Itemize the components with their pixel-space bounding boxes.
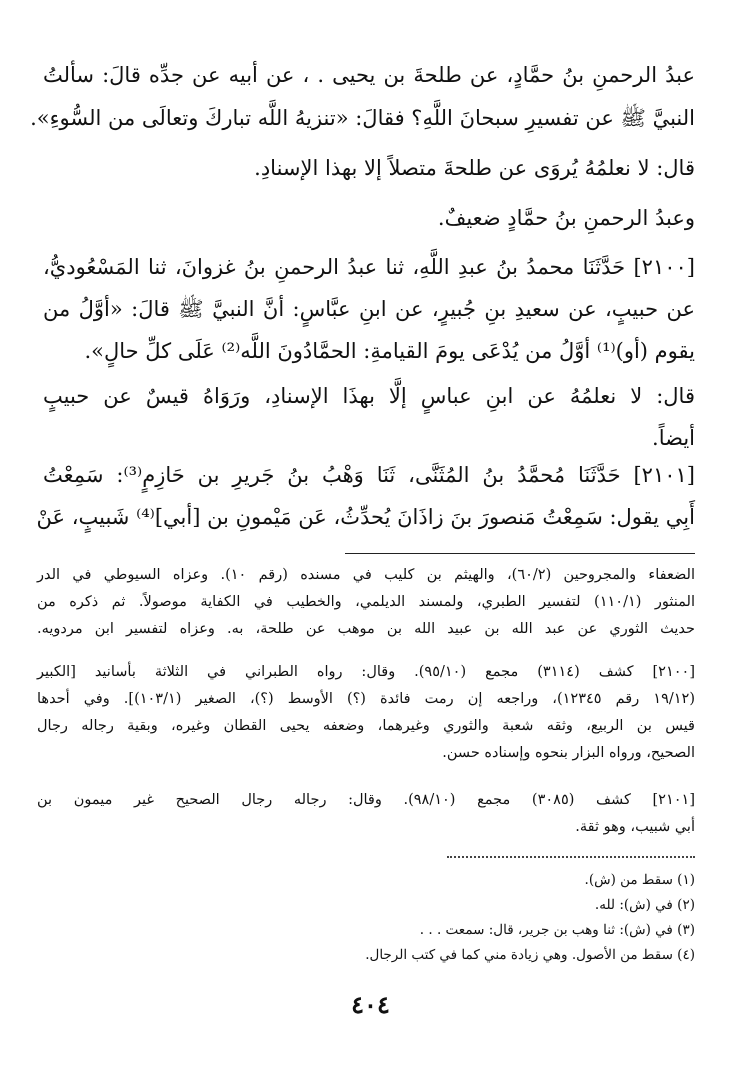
page-number: ٤٠٤ [351, 990, 390, 1019]
notes-separator [447, 856, 695, 858]
commentary-line-2: المنثور (١١٠/١) لتفسير الطبري، ولمسند الديلمي، والخطيب في الكفاية موصولاً. ثم ذكره من [37, 594, 695, 610]
commentary-2100-line-1: [٢١٠٠] كشف (٣١١٤) مجمع (٩٥/١٠). وقال: رواه الطبراني في الثلاثة بأسانيد [الكبير [37, 664, 695, 680]
main-line-3: قال: لا نعلمُهُ يُروَى عن طلحةَ متصلاً إلا بهذا الإسنادِ. [254, 156, 695, 180]
commentary-2101-line-2: أبي شبيب، وهو ثقة. [575, 819, 695, 835]
commentary-2100-line-4: الصحيح، ورواه البزار بنحوه وإسناده حسن. [442, 745, 695, 761]
commentary-2100-line-3: قيس بن الربيع، وثقه شعبة والثوري وغيرهما، وضعفه يحيى القطان وغيره، وبقية رجاله رجال [37, 718, 695, 734]
hadith-2100-line-1: [٢١٠٠] حَدَّثَنَا محمدُ بنُ عبدِ اللَّهِ، ثنا عبدُ الرحمنِ بنُ غزوانَ، ثنا المَسْعُوديُّ، [43, 255, 695, 279]
note-4: (٤) سقط من الأصول. وهي زيادة مني كما في كتب الرجال. [365, 947, 695, 963]
commentary-2101-line-1: [٢١٠١] كشف (٣٠٨٥) مجمع (٩٨/١٠). وقال: رجاله رجال الصحيح غير ميمون بن [37, 792, 695, 808]
hadith-2100-line-2: عن حبيبٍ، عن سعيدِ بنِ جُبيرٍ، عن ابنِ عبَّاسٍ: أنَّ النبيَّ ﷺ قالَ: «أوَّلُ من [43, 297, 695, 321]
main-line-8: قال: لا نعلمُهُ عن ابنِ عباسٍ إلَّا بهذَا الإسنادِ، ورَوَاهُ قيسٌ عن حبيبٍ [43, 384, 695, 408]
commentary-line-3: حديث الثوري عن عبد الله بن عبيد الله بن موهب عن طلحة، به. وعزاه لتفسير ابن مردويه. [37, 621, 695, 637]
hadith-2101-line-2: أَبِي يقول: سَمِعْتُ مَنصورَ بنَ زاذَانَ يُحدِّثُ، عَن مَيْمونِ بن [أبي]⁽⁴⁾ شَبيبٍ، عَنْ [36, 505, 695, 529]
note-3: (٣) في (ش): ثنا وهب بن جرير، قال: سمعت . . . [419, 922, 695, 938]
main-line-4: وعبدُ الرحمنِ بنُ حمَّادٍ ضعيفٌ. [437, 206, 695, 230]
footnote-separator [345, 553, 695, 554]
main-line-9: أيضاً. [652, 426, 695, 450]
hadith-2101-line-1: [٢١٠١] حَدَّثَنَا مُحمَّدُ بنُ المُثَنَّى، ثَنَا وَهْبُ بنُ جَريرِ بن حَازِمٍ⁽³⁾: سَمِعْتُ [43, 463, 695, 487]
hadith-2100-line-3: يقوم (أو)⁽¹⁾ أوَّلُ من يُدْعَى يومَ القيامةِ: الحمَّادُونَ اللَّه⁽²⁾ عَلَى كلِّ حالٍ». [84, 339, 695, 363]
main-line-2: النبيَّ ﷺ عن تفسيرِ سبحانَ اللَّهِ؟ فقالَ: «تنزيهُ اللَّه تباركَ وتعالَى من السُّوءِ». [30, 106, 695, 130]
note-2: (٢) في (ش): لله. [594, 897, 695, 913]
commentary-line-1: الضعفاء والمجروحين (٦٠/٢)، والهيثم بن كليب في مسنده (رقم ١٠). وعزاه السيوطي في الدر [37, 567, 695, 583]
note-1: (١) سقط من (ش). [584, 872, 695, 888]
commentary-2100-line-2: (١٩/١٢ رقم ١٢٣٤٥)، وراجعه إن رمت فائدة (؟) الأوسط (؟)، الصغير (١٠٣/١)]. وفي أحدها [37, 691, 696, 707]
main-line-1: عبدُ الرحمنِ بنُ حمَّادٍ، عن طلحةَ بن يحيى . ، عن أبيه عن جدِّه قالَ: سألتُ [43, 63, 695, 87]
